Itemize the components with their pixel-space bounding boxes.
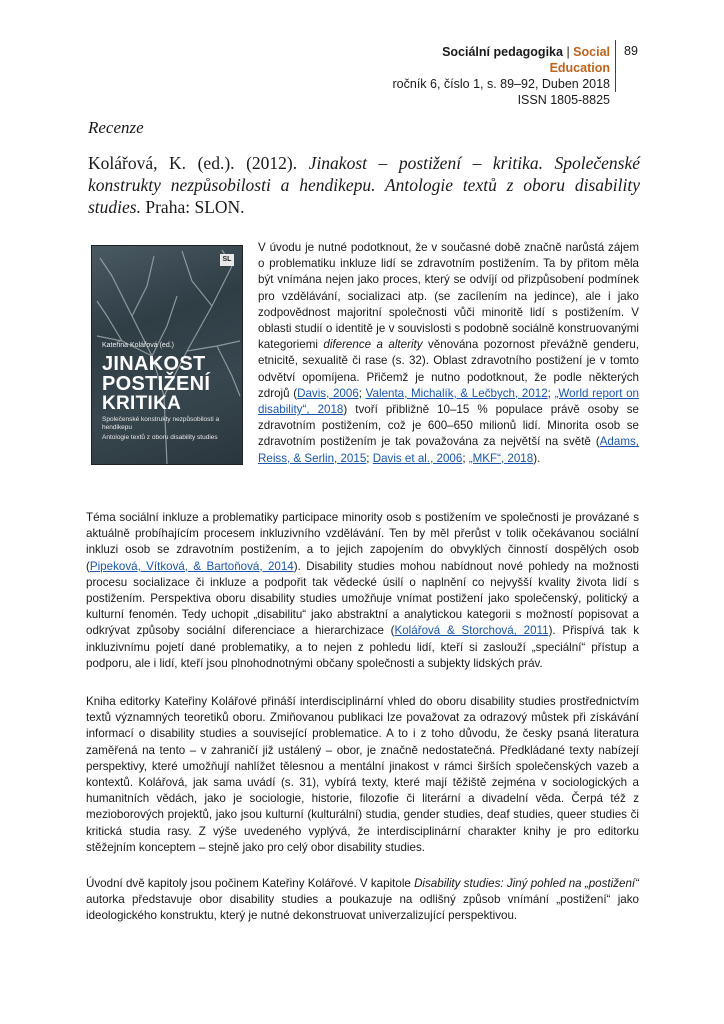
page-number: 89 [624,44,638,58]
p1-text-3: ) tvoří přibližně 10–15 % populace právě osoby se zdravotním postižením, což je 600–650 milionů lidí. Minorita osob se zdravotním postižením je tak považována za největší na světě ( [258,403,639,449]
p1-text-2: věnována pozornost převážně genderu, etnicitě, sexualitě či rase (s. 32). Oblast zdravotního postižení je v tomto odvětví opomíjena. Přičemž je nutno podotknout, že podle některých zdrojů ( [258,338,639,400]
paragraph-chapters [86,876,639,925]
p4-text-1: Úvodní dvě kapitoly jsou počinem Kateřiny Kolářové. V kapitole [86,877,415,890]
p4-italic: Disability studies: Jiný pohled na „postižení“ [414,877,639,890]
p2-text-2: ). Disability studies mohou nabídnout nové pohledy na možnosti procesu socializace či inkluze a podpořit tak vědecké úsilí o naplnění co nejvyšší kvality života lidí s postižením. Perspektiva oboru disability studies umožňuje vnímat postižení jako společenský, politický a kulturní fenomén. Tedy uchopit „disabilitu“ jako abstraktní a analytickou kategorii s možností popisovat a odkrývat způsoby sociální diferenciace a hierarchizace ( [86,559,639,638]
ref-davis-et-al-2006[interactable]: Davis et al., 2006 [372,451,463,465]
cover-title-line-3: KRITIKA [102,393,182,414]
ref-world-report-2018[interactable]: „World report on disability“, 2018 [258,386,639,417]
header-divider [615,40,616,92]
p1-sep-2: ; [547,386,555,400]
journal-name-en: Social Education [549,45,610,75]
cover-author: Kateřina Kolářová (ed.) [102,342,174,349]
book-citation [88,152,640,218]
p1-sep-3: ; [366,451,373,465]
section-label: Recenze [88,118,144,137]
journal-issue: ročník 6, číslo 1, s. 89–92, Duben 2018 [392,77,610,91]
p1-sep-4: ; [462,451,469,465]
ref-davis-2006[interactable]: Davis, 2006 [297,386,359,400]
paragraph-book-overview [86,694,639,856]
p2-text-1: Téma sociální inkluze a problematiky participace minority osob s postižením ve společnosti je provázané s aktuálně probíhajícím procesem inkluzivního vzdělávání. Ten by měl přerůst v tolik očekávanou sociální inkluzi osob se zdravotním postižením, a to jejich zapojením do obvyklých činností dospělých osob ( [86,511,639,573]
publisher-logo: SL [220,254,234,266]
p1-sep-1: ; [358,386,366,400]
cover-subtitle: Společenské konstrukty nezpůsobilosti a hendikepu [102,416,220,431]
ref-valenta-2012[interactable]: Valenta, Michalík, & Lečbych, 2012 [365,386,548,400]
citation-publisher: Praha: SLON. [145,197,245,217]
journal-name-cz: Sociální pedagogika [442,45,563,59]
cover-title-line-2: POSTIŽENÍ [102,373,211,395]
journal-header [380,44,610,108]
p3-text: Kniha editorky Kateřiny Kolářové přináší interdisciplinární vhled do oboru disability studies prostřednictvím textů významných teoretiků oboru. Zmiňovanou publikaci lze považovat za odrazový můstek při získávání informací o disability studies a související problematice. A to i z toho důvodu, že česky psaná literatura zaměřená na tento – v zahraničí již ustálený – obor, je značně nedostatečná. Předkládané texty nabízejí perspektivy, které umožňují nahlížet tělesnou a mentální jinakost v rámci širších společenských vazeb a kontextů. Kolářová, jak sama uvádí (s. 31), vybírá texty, které mají těžiště zejména v sociologických a humanitních vědách, jako je sociologie, historie, filozofie či literární a divadelní věda. Čerpá též z mezioborových projektů, jako jsou kulturní (kulturální) studia, gender studies, deaf studies, queer studies či kritická studia rasy. Z výše uvedeného vyplývá, že interdisciplinární charakter knihy je pro editorku stěžejním konceptem – stejně jako pro celý obor disability studies. [86,695,639,854]
ref-mkf-2018[interactable]: „MKF“, 2018 [468,451,534,465]
paragraph-inclusion [86,510,639,672]
citation-authors: Kolářová, K. (ed.). (2012). [88,153,298,173]
journal-name-line [380,44,610,76]
cover-title-line-1: JINAKOST [102,353,206,375]
p1-text-1: V úvodu je nutné podotknout, že v současné době značně narůstá zájem o problematiku inkluze lidí se zdravotním postižením. Ta by přitom měla být vnímána nejen jako proces, který se odvíjí od přizpůsobení podmínek pro vzdělávání, socializaci atp. (se zacílením na jedince), ale i jako zodpovědnost majoritní společnosti vůči minoritě lidí s postižením. V oblasti studií o identitě je v souvislosti s podobně sociálně konstruovanými kategoriemi [258,241,639,352]
paragraph-intro [258,240,639,467]
book-cover-image [92,246,242,464]
p1-text-4: ). [533,451,541,465]
citation-title: Jinakost – postižení – kritika. Společenské konstrukty nezpůsobilosti a hendikepu. Antologie textů z oboru disability studies. [88,153,641,217]
cover-subtitle-2: Antologie textů z oboru disability studies [102,434,218,441]
journal-issn: ISSN 1805-8825 [517,93,610,107]
ref-kolarova-storchova-2011[interactable]: Kolářová & Storchová, 2011 [394,624,549,638]
ref-adams-2015[interactable]: Adams, Reiss, & Serlin, 2015 [258,435,639,465]
ref-pipekova-2014[interactable]: Pipeková, Vítková, & Bartoňová, 2014 [89,559,294,573]
journal-name-separator: | [566,45,570,59]
p2-text-3: ). Přispívá tak k inkluzivnímu pojetí dané problematiky, a to nejen z pohledu lidí, kteří si zaslouží „speciální“ přístup a podporu, ale i lidí, kteří jsou plnohodnotnými občany společnosti a subjekty lidských práv. [86,624,639,670]
p1-italic: diference a alterity [323,338,423,352]
p4-text-2: autorka představuje obor disability studies a poukazuje na odlišný způsob vnímání „postižení“ jako ideologického konstruktu, který je nutné dekonstruovat univerzalizující perspektivou. [86,893,639,923]
